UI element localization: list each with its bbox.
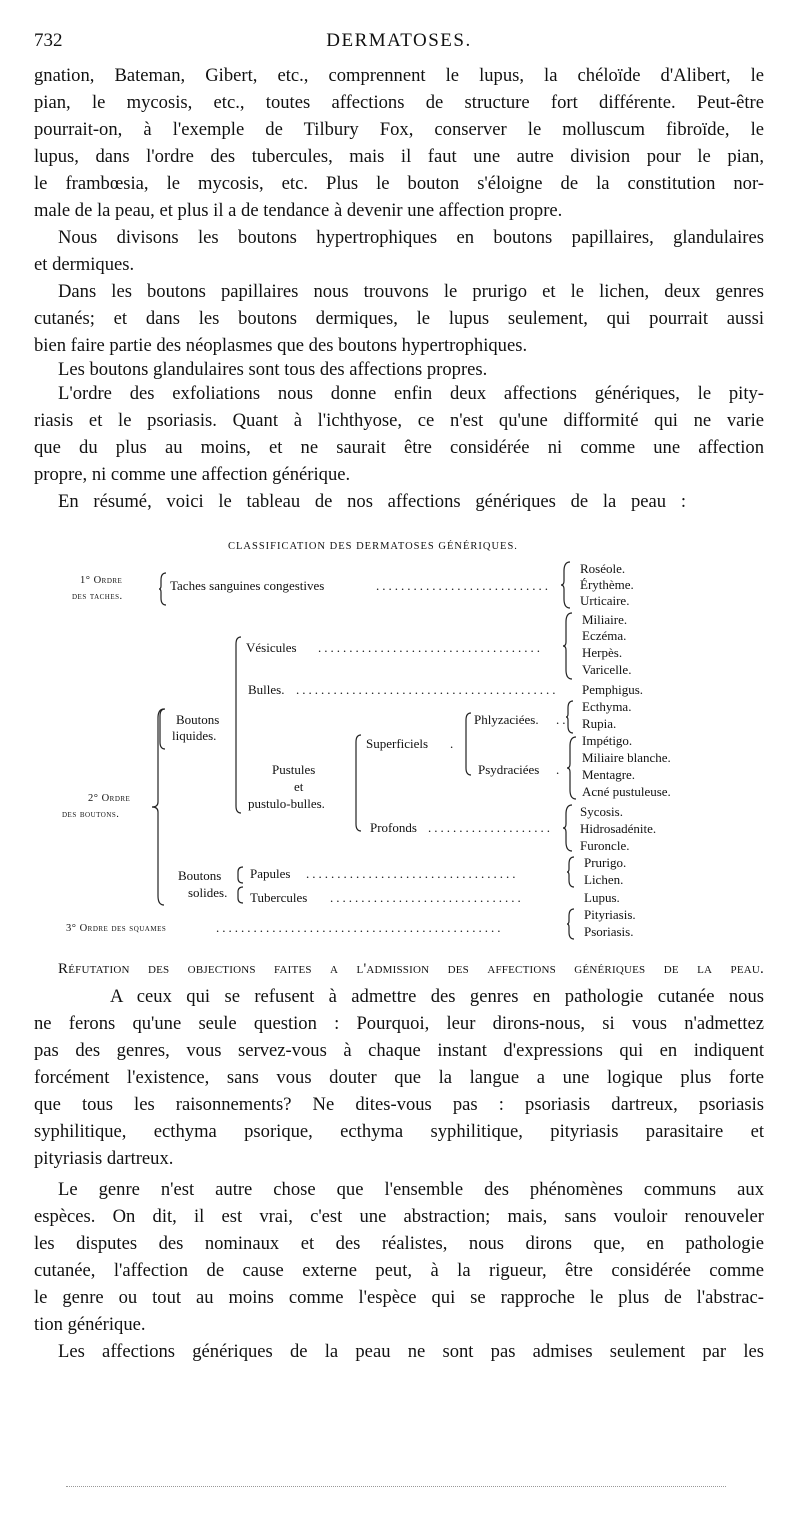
item-miliaire: Miliaire. [582, 612, 628, 627]
text-line: le genre ou tout au moins comme l'espèce qui se rapproche le plus de l'abstrac- [34, 1287, 764, 1308]
text-line: tion générique. [34, 1314, 146, 1335]
leader-dots: . [556, 762, 563, 777]
order-1-sublabel: des taches. [72, 591, 123, 602]
item-eczema: Eczéma. [582, 628, 627, 643]
text-line: Nous divisons les boutons hypertrophiques en boutons papillaires, glandulaires [58, 227, 764, 248]
leader-dots: . [450, 736, 457, 751]
pustulo-bulles-label: pustulo-bulles. [248, 796, 325, 811]
text-line: espèces. On dit, il est vrai, c'est une abstraction; mais, sans vouloir renouveler [34, 1206, 764, 1227]
text-line: cutanée, l'affection de cause externe peut, à la rigueur, être considérée comme [34, 1260, 764, 1281]
leader-dots: ............................ [376, 578, 551, 593]
pustules-et-label: et [294, 779, 304, 794]
footer-rule [66, 1486, 726, 1487]
papules-label: Papules [250, 866, 291, 881]
text-line: En résumé, voici le tableau de nos affections génériques de la peau : [58, 491, 686, 512]
item-urticaire: Urticaire. [580, 593, 630, 608]
text-line: les disputes des nominaux et des réalistes, nous dirons que, en pathologie [34, 1233, 764, 1254]
section-heading: Réfutation des objections faites a l'admission des affections génériques de la peau. [58, 961, 764, 977]
text-line: Dans les boutons papillaires nous trouvons le prurigo et le lichen, deux genres [58, 281, 764, 302]
taches-label: Taches sanguines congestives [170, 578, 325, 593]
text-line: que tous les raisonnements? Ne dites-vous pas : psoriasis dartreux, psoriasis [34, 1094, 764, 1115]
tubercules-label: Tubercules [250, 890, 308, 905]
text-line: pian, le mycosis, etc., toutes affections de structure fort différente. Peut-être [34, 92, 764, 113]
leader-dots: .......................................... [296, 682, 559, 697]
text-line: riasis et le psoriasis. Quant à l'ichthyose, ce n'est qu'une difformité qui ne varie [34, 410, 764, 431]
item-lichen: Lichen. [584, 872, 624, 887]
brace [150, 708, 166, 906]
leader-dots: .................................. [306, 866, 519, 881]
leader-dots: .................... [428, 820, 553, 835]
item-varicelle: Varicelle. [582, 662, 632, 677]
text-line: male de la peau, et plus il a de tendance à devenir une affection propre. [34, 200, 563, 221]
brace [566, 736, 578, 800]
item-herpes: Herpès. [582, 645, 623, 660]
brace [236, 866, 244, 884]
brace [158, 572, 168, 606]
text-line: et dermiques. [34, 254, 135, 275]
brace [562, 804, 574, 852]
item-erytheme: Érythème. [580, 577, 634, 592]
item-hidrosadenite: Hidrosadénite. [580, 821, 657, 836]
text-line: gnation, Bateman, Gibert, etc., comprennent le lupus, la chéloïde d'Alibert, le [34, 65, 764, 86]
text-line: propre, ni comme une affection générique. [34, 464, 351, 485]
text-line: forcément l'existence, sans vous douter que la langue a une logique plus forte [34, 1067, 764, 1088]
item-mentagre: Mentagre. [582, 767, 636, 782]
order-2-label: 2° Ordre [88, 793, 131, 804]
text-line: ne ferons qu'une seule question : Pourquoi, leur dirons-nous, si vous n'admettez [34, 1013, 764, 1034]
text-line: lupus, dans l'ordre des tubercules, mais il faut une autre division pour le pian, [34, 146, 764, 167]
brace [562, 612, 574, 680]
running-title: DERMATOSES. [326, 30, 472, 51]
item-pemphigus: Pemphigus. [582, 682, 644, 697]
superficiels-label: Superficiels [366, 736, 429, 751]
item-rupia: Rupia. [582, 716, 617, 731]
item-ecthyma: Ecthyma. [582, 699, 632, 714]
text-line: L'ordre des exfoliations nous donne enfin deux affections génériques, le pity- [58, 383, 764, 404]
item-furoncle: Furoncle. [580, 838, 630, 853]
leader-dots: .............................................. [216, 920, 504, 935]
item-lupus: Lupus. [584, 890, 620, 905]
table-title: CLASSIFICATION DES DERMATOSES GÉNÉRIQUES. [228, 541, 518, 552]
page-number: 732 [34, 30, 63, 51]
boutons-solides-label: Boutons [178, 868, 222, 883]
text-line: A ceux qui se refusent à admettre des genres en pathologie cutanée nous [110, 986, 764, 1007]
leader-dots: .................................... [318, 640, 543, 655]
text-line: cutanés; et dans les boutons dermiques, le lupus seulement, qui pourrait aussi [34, 308, 764, 329]
bulles-label: Bulles. [248, 682, 285, 697]
item-impetigo: Impétigo. [582, 733, 633, 748]
boutons-liquides-sublabel: liquides. [172, 728, 217, 743]
item-acne-pustuleuse: Acné pustuleuse. [582, 784, 671, 799]
text-line: bien faire partie des néoplasmes que des boutons hypertrophiques. [34, 335, 528, 356]
item-miliaire-blanche: Miliaire blanche. [582, 750, 671, 765]
brace [565, 700, 575, 734]
pustules-label: Pustules [272, 762, 316, 777]
profonds-label: Profonds [370, 820, 417, 835]
phlyzaciees-label: Phlyzaciées. [474, 712, 539, 727]
text-line: pas des genres, vous servez-vous à chaque instant d'expressions qui en indiquent [34, 1040, 764, 1061]
text-line: Les boutons glandulaires sont tous des affections propres. [58, 359, 488, 380]
page-header [34, 30, 764, 56]
brace [566, 908, 576, 940]
item-psoriasis: Psoriasis. [584, 924, 634, 939]
brace [560, 561, 572, 609]
item-pityriasis: Pityriasis. [584, 907, 636, 922]
item-prurigo: Prurigo. [584, 855, 627, 870]
item-roseole: Roséole. [580, 561, 626, 576]
order-3-label: 3° Ordre des squames [66, 923, 167, 934]
leader-dots: .. [556, 712, 569, 727]
text-line: pourrait-on, à l'exemple de Tilbury Fox, conserver le molluscum fibroïde, le [34, 119, 764, 140]
brace [236, 886, 244, 904]
psydraciees-label: Psydraciées [478, 762, 540, 777]
vesicules-label: Vésicules [246, 640, 297, 655]
text-line: pityriasis dartreux. [34, 1148, 174, 1169]
text-line: Les affections génériques de la peau ne sont pas admises seulement par les [58, 1341, 764, 1362]
brace [566, 856, 576, 888]
brace [464, 712, 472, 776]
text-line: que du plus au moins, et ne saurait être considérée ni comme une affection [34, 437, 764, 458]
order-2-sublabel: des boutons. [62, 809, 120, 820]
item-sycosis: Sycosis. [580, 804, 623, 819]
text-line: Le genre n'est autre chose que l'ensemble des phénomènes communs aux [58, 1179, 764, 1200]
order-1-label: 1° Ordre [80, 575, 123, 586]
text-line: le frambœsia, le mycosis, etc. Plus le bouton s'éloigne de la constitution nor- [34, 173, 764, 194]
boutons-liquides-label: Boutons [176, 712, 220, 727]
section-heading-line [58, 956, 764, 983]
text-line: syphilitique, ecthyma psorique, ecthyma syphilitique, pityriasis parasitaire et [34, 1121, 764, 1142]
brace [354, 734, 362, 832]
leader-dots: ............................... [330, 890, 524, 905]
brace [234, 636, 242, 814]
boutons-solides-sublabel: solides. [188, 885, 228, 900]
